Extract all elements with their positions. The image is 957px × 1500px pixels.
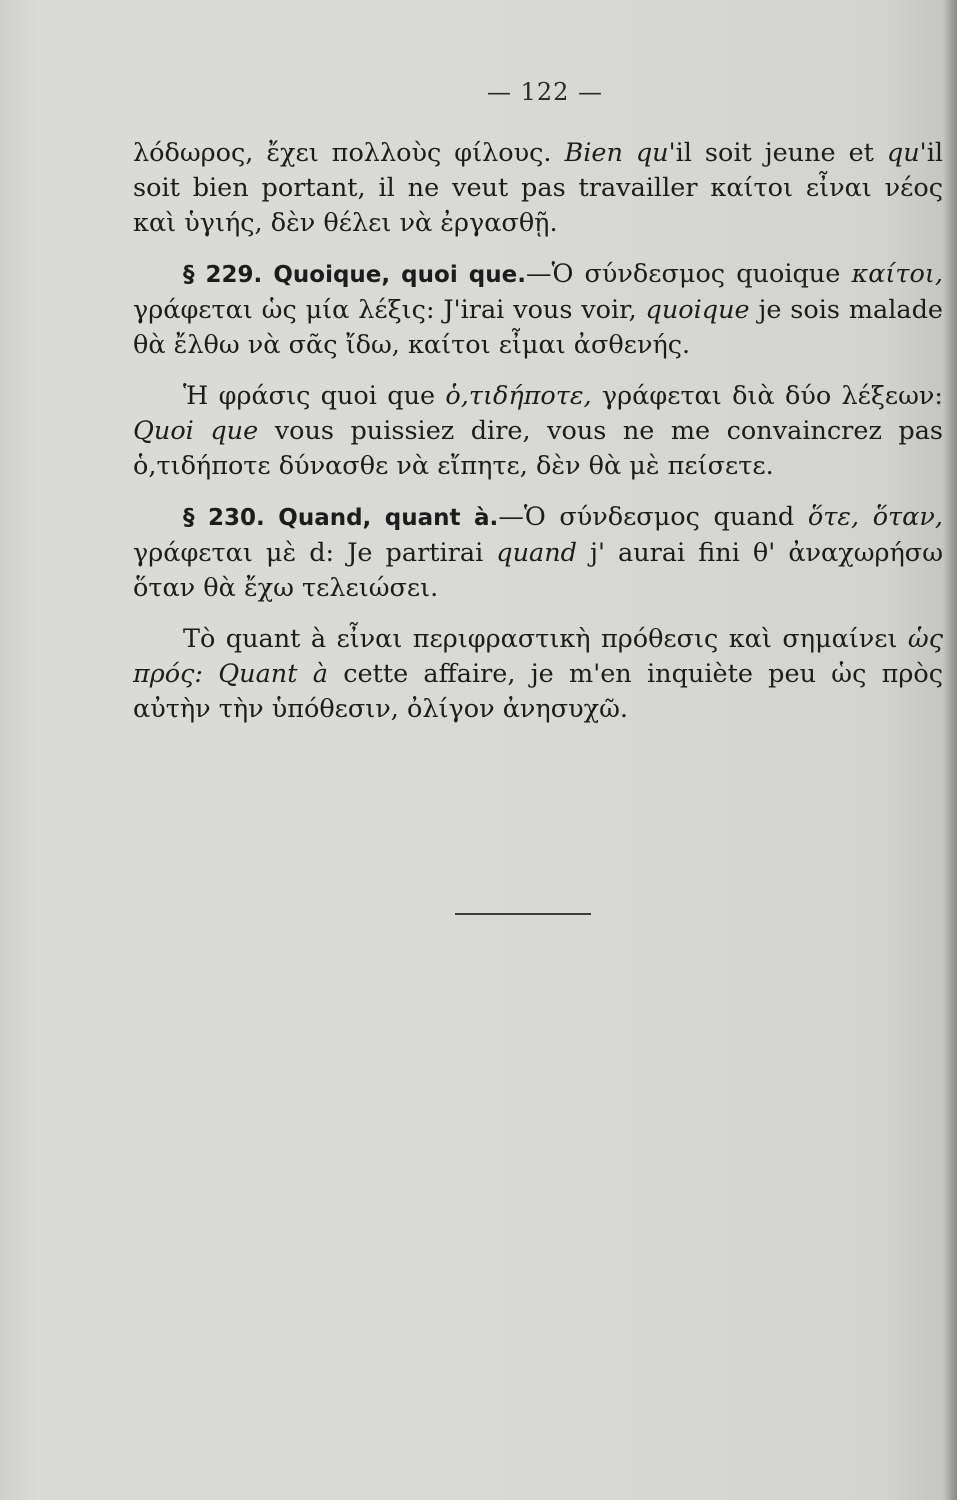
paragraph-section-230 (133, 500, 943, 606)
italic-run: Quoi que (133, 416, 259, 446)
text-run: —Ὁ σύνδεσμος quoique (525, 259, 852, 289)
page-body (133, 136, 943, 743)
text-run: il soit jeune et (675, 138, 887, 168)
text-run: λόδωρος, ἔχει πολλοὺς φίλους. (133, 138, 565, 168)
text-run (203, 659, 218, 689)
italic-run: καίτοι, (851, 259, 943, 289)
text-run: cette affaire, je m'en inquiète peu ὡς πρὸς αὐτὴν τὴν ὑπόθεσιν, ὀλίγον ἀνησυχῶ. (133, 659, 944, 724)
text-run: j' aurai fini θ' ἀναχωρήσω ὅταν θὰ ἔχω τελειώσει. (133, 538, 943, 603)
paragraph-quant-a (133, 622, 943, 727)
italic-run: Quant à (218, 659, 328, 689)
text-run: γράφεται διὰ δύο λέξεων: (591, 381, 943, 411)
page-number: — 122 — (486, 78, 604, 106)
italic-run: ὡς πρός: (133, 624, 943, 689)
italic-run: qu' (886, 138, 927, 168)
text-run: γράφεται μὲ d: Je partirai (133, 538, 497, 568)
text-run: γράφεται ὡς μία λέξις: J'irai vous voir, (133, 295, 646, 325)
text-run: Τὸ quant à εἶναι περιφραστικὴ πρόθεσις καὶ σημαίνει (183, 624, 908, 654)
text-run: —Ὁ σύνδεσμος quand (498, 502, 808, 532)
paragraph-section-229 (133, 257, 943, 363)
italic-run: quoique (645, 295, 750, 325)
text-run: je sois malade θὰ ἔλθω νὰ σᾶς ἴδω, καίτοι εἶμαι ἀσθενής. (133, 295, 943, 360)
text-run: vous puissiez dire, vous ne me convaincrez pas ὁ,τιδήποτε δύνασθε νὰ εἴπητε, δὲν θὰ μὲ πείσετε. (133, 416, 944, 481)
paragraph-continuation (133, 136, 943, 241)
end-rule (455, 913, 591, 915)
italic-run: Bien qu' (564, 138, 676, 168)
section-heading: § 230. Quand, quant à. (183, 505, 499, 531)
italic-run: ὁ,τιδήποτε, (445, 381, 592, 411)
section-heading: § 229. Quoique, quoi que. (183, 262, 526, 288)
italic-run: quand (496, 538, 577, 568)
text-run: il soit bien portant, il ne veut pas travailler καίτοι εἶναι νέος καὶ ὑγιής, δὲν θέλει νὰ ἐργασθῇ. (133, 138, 943, 238)
page-edge-shadow (943, 0, 957, 1500)
paragraph-quoi-que (133, 379, 943, 484)
text-run: Ἡ φράσις quoi que (183, 381, 446, 411)
italic-run: ὅτε, ὅταν, (807, 502, 943, 532)
